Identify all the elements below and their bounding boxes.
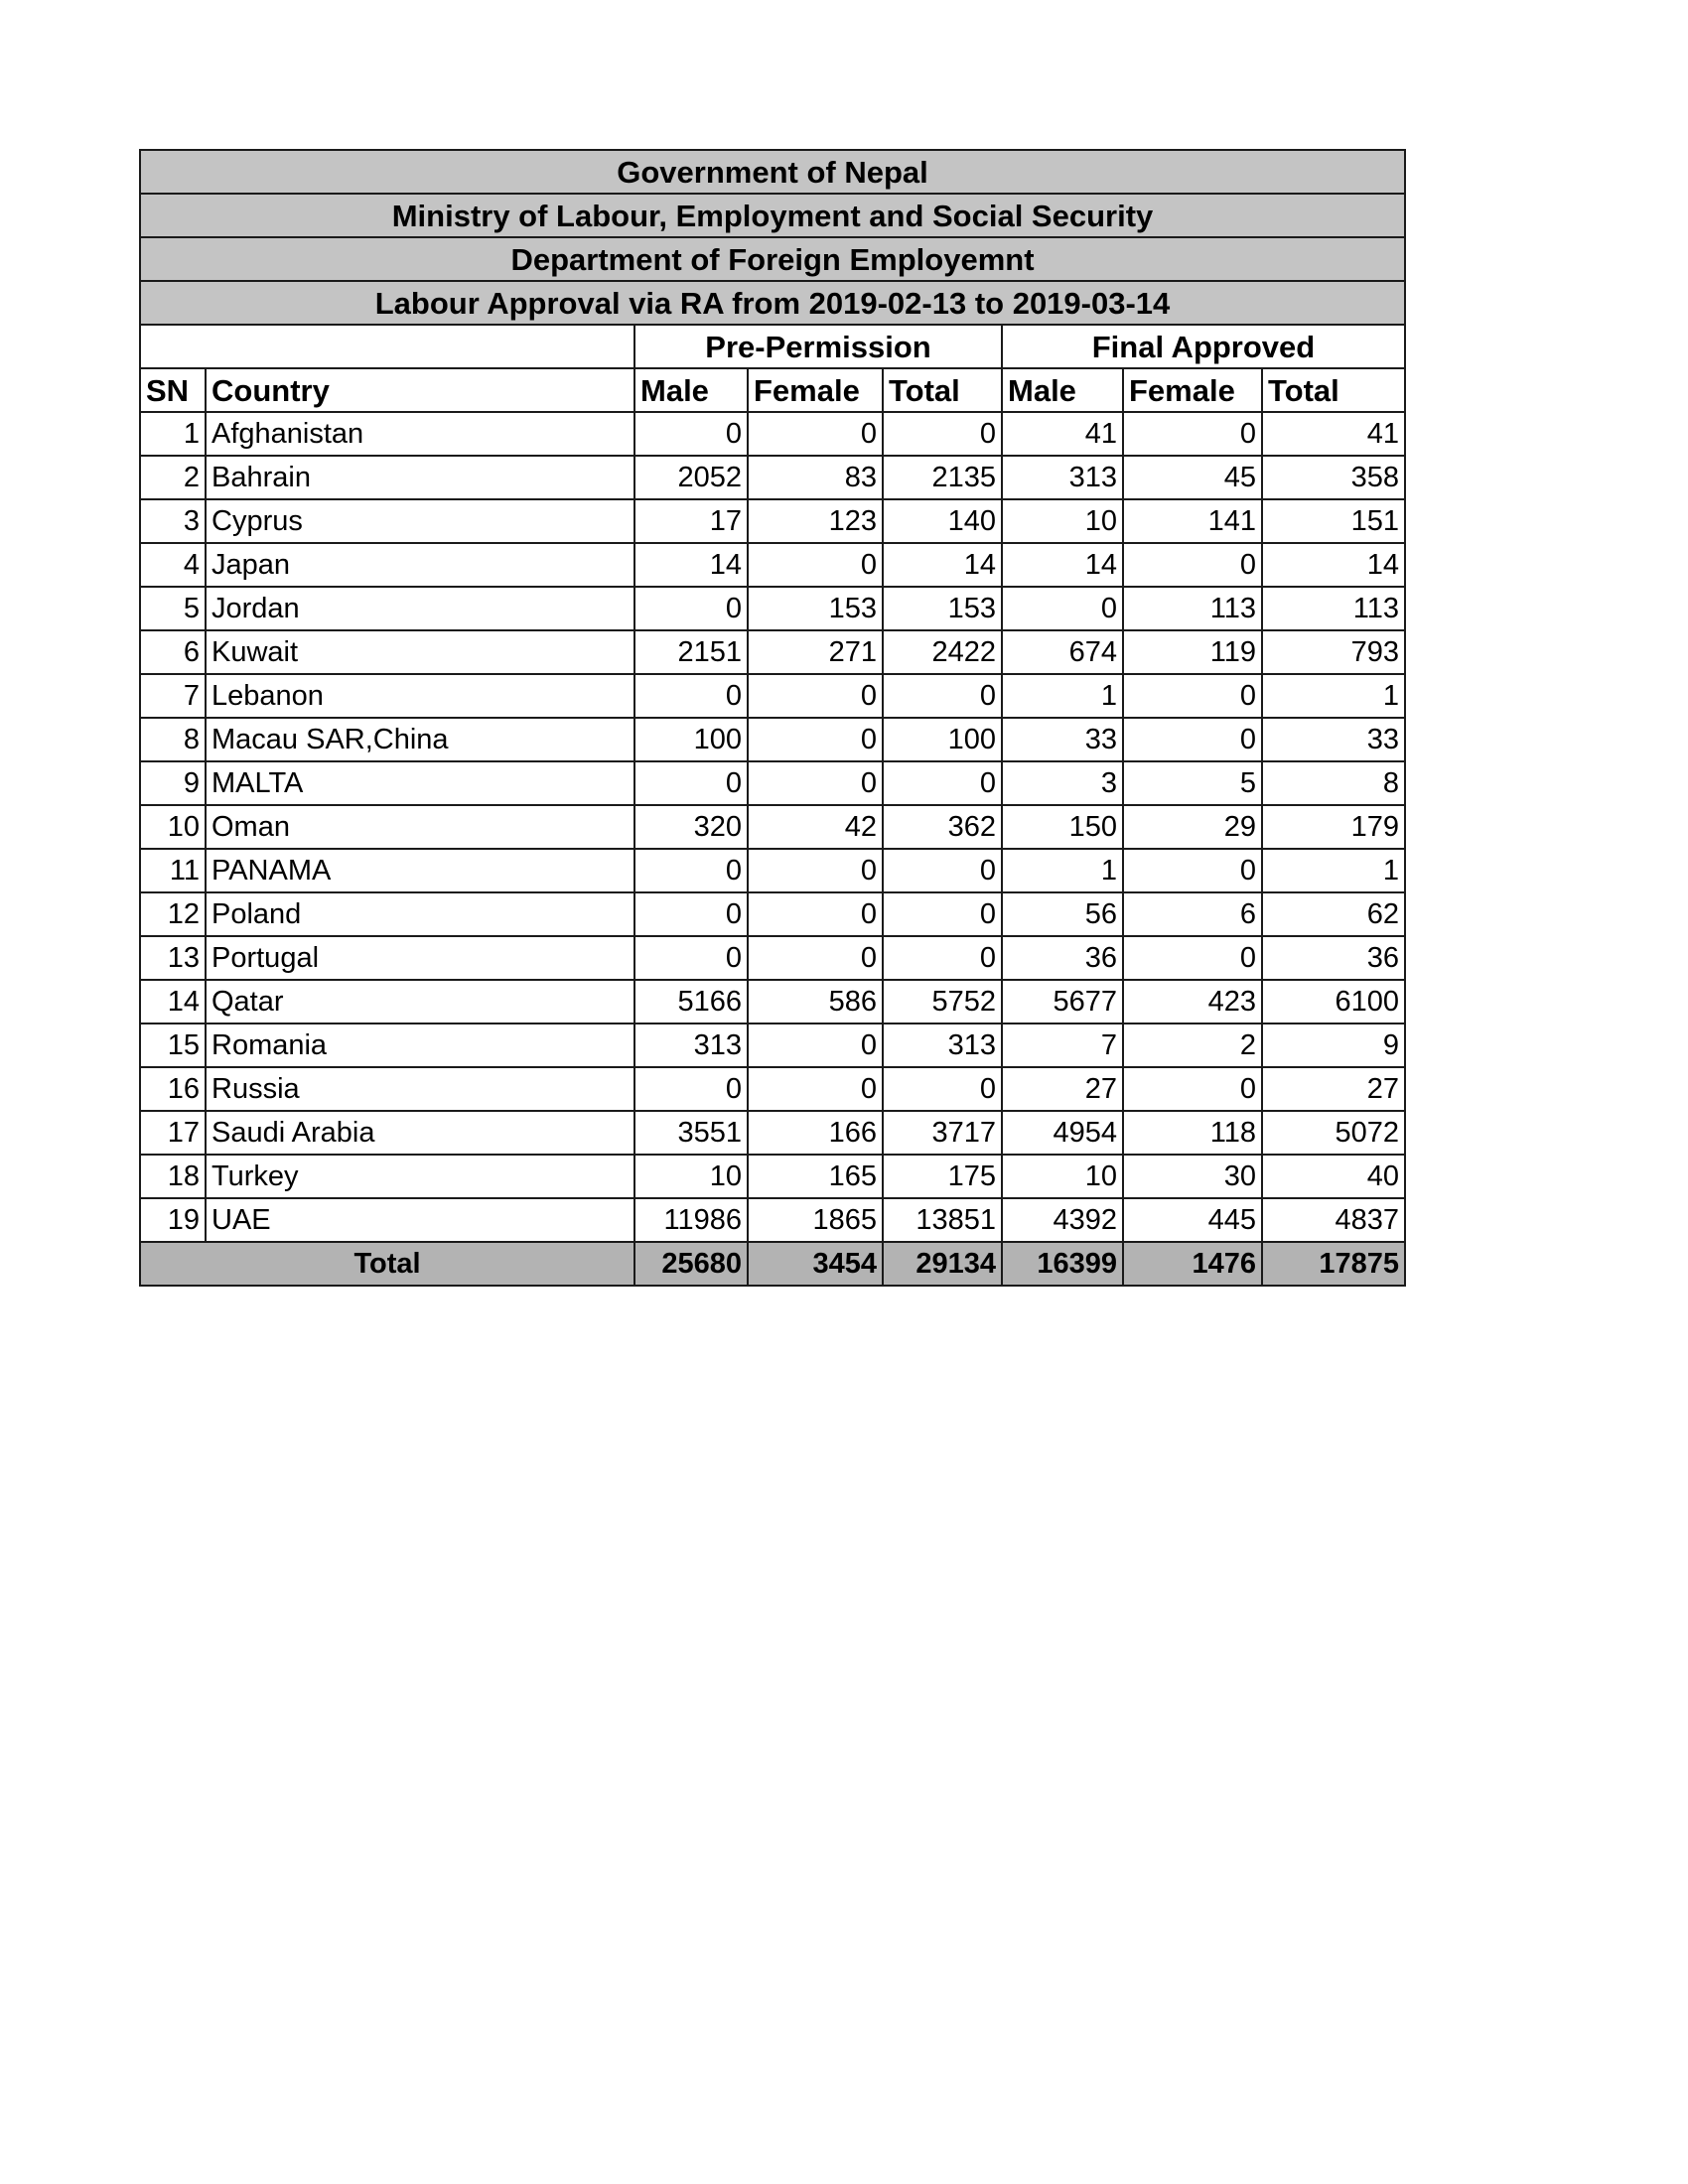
cell-pre-total: 362 [883, 805, 1002, 849]
cell-final-male: 1 [1002, 674, 1123, 718]
cell-final-male: 14 [1002, 543, 1123, 587]
cell-pre-female: 0 [748, 1024, 883, 1067]
cell-pre-male: 3551 [634, 1111, 748, 1155]
total-pre-total: 29134 [883, 1242, 1002, 1286]
cell-pre-male: 17 [634, 499, 748, 543]
labour-approval-table [139, 149, 1406, 1287]
table-row [140, 1155, 1405, 1198]
cell-sn: 4 [140, 543, 206, 587]
cell-country: Japan [206, 543, 634, 587]
cell-pre-total: 0 [883, 412, 1002, 456]
cell-final-male: 33 [1002, 718, 1123, 761]
total-pre-female: 3454 [748, 1242, 883, 1286]
cell-pre-male: 0 [634, 761, 748, 805]
cell-pre-male: 0 [634, 892, 748, 936]
header-row-1 [140, 150, 1405, 194]
cell-sn: 6 [140, 630, 206, 674]
cell-pre-female: 166 [748, 1111, 883, 1155]
cell-final-male: 0 [1002, 587, 1123, 630]
cell-country: Jordan [206, 587, 634, 630]
cell-pre-male: 320 [634, 805, 748, 849]
cell-pre-total: 140 [883, 499, 1002, 543]
cell-final-total: 113 [1262, 587, 1405, 630]
cell-pre-female: 0 [748, 412, 883, 456]
cell-final-female: 6 [1123, 892, 1262, 936]
table-row [140, 499, 1405, 543]
cell-country: Macau SAR,China [206, 718, 634, 761]
cell-pre-total: 2135 [883, 456, 1002, 499]
cell-pre-male: 2052 [634, 456, 748, 499]
cell-country: Lebanon [206, 674, 634, 718]
cell-country: Afghanistan [206, 412, 634, 456]
cell-final-male: 56 [1002, 892, 1123, 936]
table-row [140, 980, 1405, 1024]
cell-pre-female: 586 [748, 980, 883, 1024]
cell-country: Romania [206, 1024, 634, 1067]
header-row-3 [140, 237, 1405, 281]
cell-sn: 5 [140, 587, 206, 630]
table-row [140, 805, 1405, 849]
cell-pre-total: 0 [883, 1067, 1002, 1111]
cell-final-total: 1 [1262, 849, 1405, 892]
table-row [140, 630, 1405, 674]
cell-pre-male: 0 [634, 936, 748, 980]
cell-final-male: 150 [1002, 805, 1123, 849]
cell-final-male: 313 [1002, 456, 1123, 499]
cell-final-female: 0 [1123, 412, 1262, 456]
header-row-2 [140, 194, 1405, 237]
cell-country: Oman [206, 805, 634, 849]
cell-pre-female: 271 [748, 630, 883, 674]
cell-pre-male: 0 [634, 1067, 748, 1111]
cell-final-total: 33 [1262, 718, 1405, 761]
cell-pre-female: 83 [748, 456, 883, 499]
cell-final-female: 29 [1123, 805, 1262, 849]
col-header-country: Country [206, 368, 634, 412]
cell-pre-male: 11986 [634, 1198, 748, 1242]
cell-final-female: 0 [1123, 849, 1262, 892]
cell-final-female: 5 [1123, 761, 1262, 805]
cell-final-total: 1 [1262, 674, 1405, 718]
table-row [140, 761, 1405, 805]
cell-final-male: 7 [1002, 1024, 1123, 1067]
cell-sn: 14 [140, 980, 206, 1024]
cell-pre-total: 0 [883, 936, 1002, 980]
cell-sn: 7 [140, 674, 206, 718]
group-header-row [140, 325, 1405, 368]
cell-pre-total: 0 [883, 892, 1002, 936]
report-title: Labour Approval via RA from 2019-02-13 to 2019-03-14 [140, 281, 1405, 325]
cell-sn: 17 [140, 1111, 206, 1155]
cell-country: Saudi Arabia [206, 1111, 634, 1155]
cell-country: Portugal [206, 936, 634, 980]
total-pre-male: 25680 [634, 1242, 748, 1286]
col-header-pre-male: Male [634, 368, 748, 412]
cell-final-male: 3 [1002, 761, 1123, 805]
table-row [140, 1024, 1405, 1067]
cell-final-total: 5072 [1262, 1111, 1405, 1155]
cell-final-female: 0 [1123, 543, 1262, 587]
cell-sn: 11 [140, 849, 206, 892]
cell-final-total: 358 [1262, 456, 1405, 499]
cell-pre-female: 0 [748, 892, 883, 936]
cell-final-total: 14 [1262, 543, 1405, 587]
cell-country: Qatar [206, 980, 634, 1024]
cell-final-female: 119 [1123, 630, 1262, 674]
cell-pre-female: 165 [748, 1155, 883, 1198]
cell-sn: 18 [140, 1155, 206, 1198]
cell-pre-total: 0 [883, 674, 1002, 718]
cell-final-total: 6100 [1262, 980, 1405, 1024]
cell-final-male: 10 [1002, 1155, 1123, 1198]
cell-country: Poland [206, 892, 634, 936]
cell-final-total: 4837 [1262, 1198, 1405, 1242]
cell-final-male: 674 [1002, 630, 1123, 674]
cell-final-male: 4392 [1002, 1198, 1123, 1242]
cell-pre-total: 5752 [883, 980, 1002, 1024]
cell-final-male: 4954 [1002, 1111, 1123, 1155]
cell-pre-male: 0 [634, 849, 748, 892]
cell-pre-female: 0 [748, 761, 883, 805]
cell-final-total: 793 [1262, 630, 1405, 674]
header-row-4 [140, 281, 1405, 325]
cell-country: Russia [206, 1067, 634, 1111]
col-header-pre-female: Female [748, 368, 883, 412]
table-row [140, 1198, 1405, 1242]
cell-final-female: 445 [1123, 1198, 1262, 1242]
cell-final-male: 27 [1002, 1067, 1123, 1111]
cell-final-male: 10 [1002, 499, 1123, 543]
total-label: Total [140, 1242, 634, 1286]
cell-country: Turkey [206, 1155, 634, 1198]
cell-final-total: 27 [1262, 1067, 1405, 1111]
cell-pre-female: 153 [748, 587, 883, 630]
table-row [140, 718, 1405, 761]
cell-pre-female: 1865 [748, 1198, 883, 1242]
cell-country: PANAMA [206, 849, 634, 892]
cell-pre-male: 14 [634, 543, 748, 587]
ministry-title: Ministry of Labour, Employment and Social Security [140, 194, 1405, 237]
cell-pre-female: 0 [748, 849, 883, 892]
cell-final-female: 45 [1123, 456, 1262, 499]
group-final-approved: Final Approved [1002, 325, 1405, 368]
cell-final-total: 9 [1262, 1024, 1405, 1067]
cell-final-female: 0 [1123, 1067, 1262, 1111]
department-title: Department of Foreign Employemnt [140, 237, 1405, 281]
cell-final-female: 0 [1123, 718, 1262, 761]
cell-country: Bahrain [206, 456, 634, 499]
col-header-final-male: Male [1002, 368, 1123, 412]
group-blank-cell [140, 325, 634, 368]
cell-sn: 16 [140, 1067, 206, 1111]
table-row [140, 849, 1405, 892]
cell-final-female: 0 [1123, 674, 1262, 718]
cell-pre-male: 2151 [634, 630, 748, 674]
cell-pre-male: 0 [634, 412, 748, 456]
cell-final-female: 30 [1123, 1155, 1262, 1198]
cell-final-male: 36 [1002, 936, 1123, 980]
cell-sn: 10 [140, 805, 206, 849]
cell-sn: 8 [140, 718, 206, 761]
cell-sn: 13 [140, 936, 206, 980]
cell-pre-total: 13851 [883, 1198, 1002, 1242]
cell-pre-female: 0 [748, 543, 883, 587]
cell-final-total: 41 [1262, 412, 1405, 456]
cell-final-total: 151 [1262, 499, 1405, 543]
cell-pre-female: 0 [748, 674, 883, 718]
cell-sn: 19 [140, 1198, 206, 1242]
table-row [140, 892, 1405, 936]
cell-country: MALTA [206, 761, 634, 805]
col-header-pre-total: Total [883, 368, 1002, 412]
cell-pre-male: 313 [634, 1024, 748, 1067]
cell-pre-total: 153 [883, 587, 1002, 630]
cell-country: Cyprus [206, 499, 634, 543]
cell-final-female: 423 [1123, 980, 1262, 1024]
cell-sn: 1 [140, 412, 206, 456]
cell-final-total: 36 [1262, 936, 1405, 980]
table-row [140, 674, 1405, 718]
table-row [140, 543, 1405, 587]
total-final-female: 1476 [1123, 1242, 1262, 1286]
table-row [140, 1111, 1405, 1155]
cell-sn: 9 [140, 761, 206, 805]
cell-pre-male: 5166 [634, 980, 748, 1024]
total-final-male: 16399 [1002, 1242, 1123, 1286]
cell-final-female: 2 [1123, 1024, 1262, 1067]
cell-pre-male: 0 [634, 674, 748, 718]
cell-pre-female: 0 [748, 718, 883, 761]
group-pre-permission: Pre-Permission [634, 325, 1002, 368]
col-header-final-total: Total [1262, 368, 1405, 412]
total-row [140, 1242, 1405, 1286]
cell-final-male: 1 [1002, 849, 1123, 892]
cell-pre-female: 0 [748, 1067, 883, 1111]
col-header-sn: SN [140, 368, 206, 412]
cell-final-total: 62 [1262, 892, 1405, 936]
cell-final-total: 179 [1262, 805, 1405, 849]
cell-pre-male: 0 [634, 587, 748, 630]
total-final-total: 17875 [1262, 1242, 1405, 1286]
cell-final-female: 0 [1123, 936, 1262, 980]
cell-pre-total: 2422 [883, 630, 1002, 674]
cell-pre-total: 0 [883, 849, 1002, 892]
cell-pre-total: 175 [883, 1155, 1002, 1198]
government-title: Government of Nepal [140, 150, 1405, 194]
cell-sn: 2 [140, 456, 206, 499]
cell-pre-female: 42 [748, 805, 883, 849]
cell-country: UAE [206, 1198, 634, 1242]
cell-pre-total: 100 [883, 718, 1002, 761]
col-header-final-female: Female [1123, 368, 1262, 412]
cell-final-male: 5677 [1002, 980, 1123, 1024]
cell-final-total: 40 [1262, 1155, 1405, 1198]
cell-final-total: 8 [1262, 761, 1405, 805]
cell-pre-female: 0 [748, 936, 883, 980]
cell-sn: 12 [140, 892, 206, 936]
cell-final-female: 141 [1123, 499, 1262, 543]
cell-final-male: 41 [1002, 412, 1123, 456]
column-header-row [140, 368, 1405, 412]
table-row [140, 587, 1405, 630]
cell-pre-male: 10 [634, 1155, 748, 1198]
cell-pre-male: 100 [634, 718, 748, 761]
cell-pre-total: 3717 [883, 1111, 1002, 1155]
table-row [140, 936, 1405, 980]
cell-pre-female: 123 [748, 499, 883, 543]
cell-final-female: 118 [1123, 1111, 1262, 1155]
table-row [140, 1067, 1405, 1111]
cell-pre-total: 313 [883, 1024, 1002, 1067]
table-row [140, 412, 1405, 456]
cell-sn: 15 [140, 1024, 206, 1067]
table-row [140, 456, 1405, 499]
cell-final-female: 113 [1123, 587, 1262, 630]
cell-country: Kuwait [206, 630, 634, 674]
cell-pre-total: 14 [883, 543, 1002, 587]
cell-sn: 3 [140, 499, 206, 543]
cell-pre-total: 0 [883, 761, 1002, 805]
